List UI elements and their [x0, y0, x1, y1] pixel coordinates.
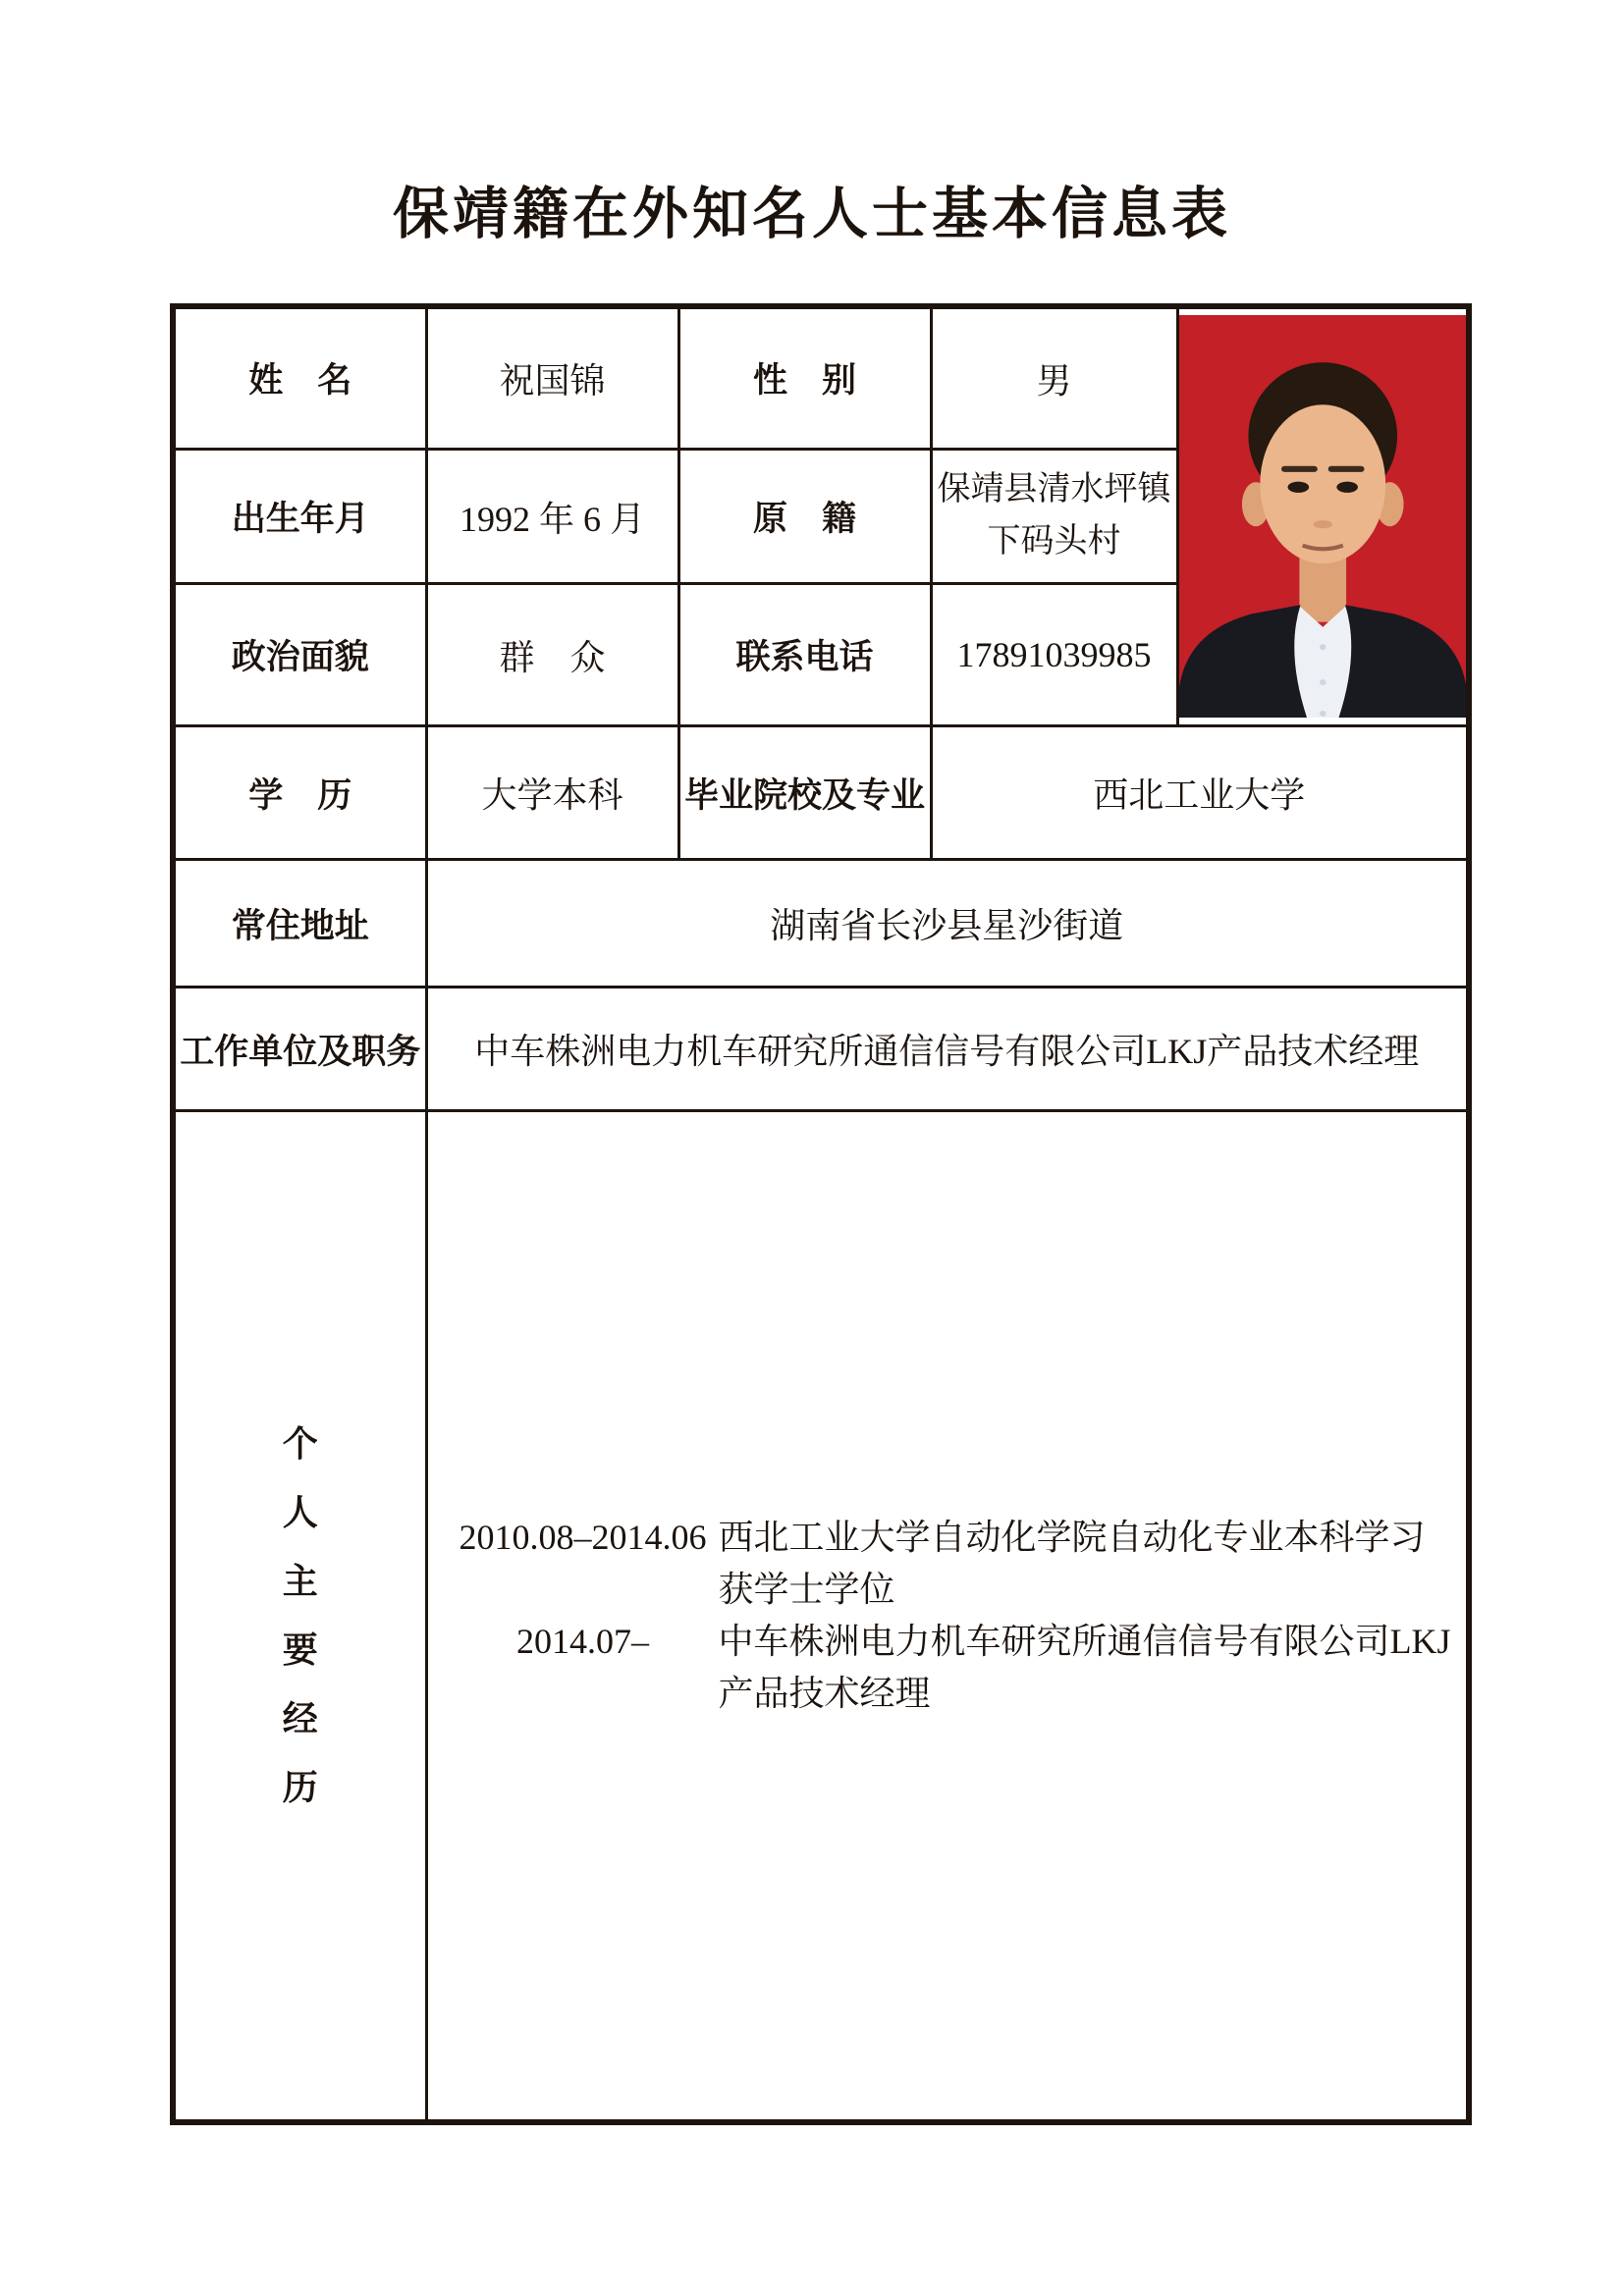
experience-period: 2010.08–2014.06	[459, 1517, 707, 1557]
eye-left	[1287, 482, 1309, 493]
id-photo-graphic	[1179, 315, 1467, 718]
page-title: 保靖籍在外知名人士基本信息表	[393, 184, 1231, 245]
work-label: 工作单位及职务	[173, 988, 426, 1111]
shirt-button	[1320, 679, 1326, 685]
work-value: 中车株洲电力机车研究所通信信号有限公司LKJ产品技术经理	[426, 988, 1469, 1111]
shirt-button	[1320, 644, 1326, 650]
school-value: 西北工业大学	[931, 726, 1469, 860]
id-photo	[1179, 315, 1467, 718]
school-label: 毕业院校及专业	[678, 726, 931, 860]
experience-entry	[448, 1616, 1463, 1720]
eye-right	[1336, 482, 1358, 493]
political-status-label: 政治面貌	[173, 584, 426, 726]
row-address	[173, 860, 1469, 988]
row-experience	[173, 1111, 1469, 2122]
experience-description: 中车株洲电力机车研究所通信信号有限公司LKJ产品技术经理	[718, 1621, 1451, 1713]
experience-label-cell	[173, 1111, 426, 2122]
education-value: 大学本科	[426, 726, 678, 860]
name-value: 祝国锦	[426, 306, 678, 450]
eyebrow-left	[1281, 466, 1318, 472]
row-education-school	[173, 726, 1469, 860]
experience-label-char: 要	[282, 1629, 318, 1670]
experience-description: 西北工业大学自动化学院自动化专业本科学习获学士学位	[718, 1517, 1426, 1609]
row-name-gender	[173, 306, 1469, 450]
info-table	[170, 303, 1472, 2125]
row-work	[173, 988, 1469, 1111]
address-value: 湖南省长沙县星沙街道	[426, 860, 1469, 988]
education-label: 学 历	[173, 726, 426, 860]
experience-label-char: 个	[282, 1422, 318, 1464]
birth-label: 出生年月	[173, 450, 426, 584]
experience-period: 2014.07–	[516, 1621, 649, 1661]
eyebrow-right	[1327, 466, 1364, 472]
photo-cell	[1177, 306, 1469, 726]
phone-value: 17891039985	[931, 584, 1177, 726]
experience-entry	[448, 1512, 1463, 1616]
gender-value: 男	[931, 306, 1177, 450]
experience-label-char: 经	[282, 1697, 318, 1738]
gender-label: 性 别	[678, 306, 931, 450]
birth-value: 1992 年 6 月	[426, 450, 678, 584]
nose	[1313, 520, 1332, 528]
shirt-button	[1320, 711, 1326, 717]
experience-label	[176, 1410, 425, 1822]
origin-label: 原 籍	[678, 450, 931, 584]
experience-label-char: 主	[282, 1560, 318, 1601]
experience-label-char: 历	[282, 1766, 318, 1807]
name-label: 姓 名	[173, 306, 426, 450]
experience-label-char: 人	[282, 1491, 318, 1532]
experience-content-cell	[426, 1111, 1469, 2122]
phone-label: 联系电话	[678, 584, 931, 726]
experience-entries	[428, 1512, 1467, 1720]
address-label: 常住地址	[173, 860, 426, 988]
origin-value: 保靖县清水坪镇下码头村	[931, 450, 1177, 584]
face	[1260, 405, 1385, 564]
political-status-value: 群 众	[426, 584, 678, 726]
